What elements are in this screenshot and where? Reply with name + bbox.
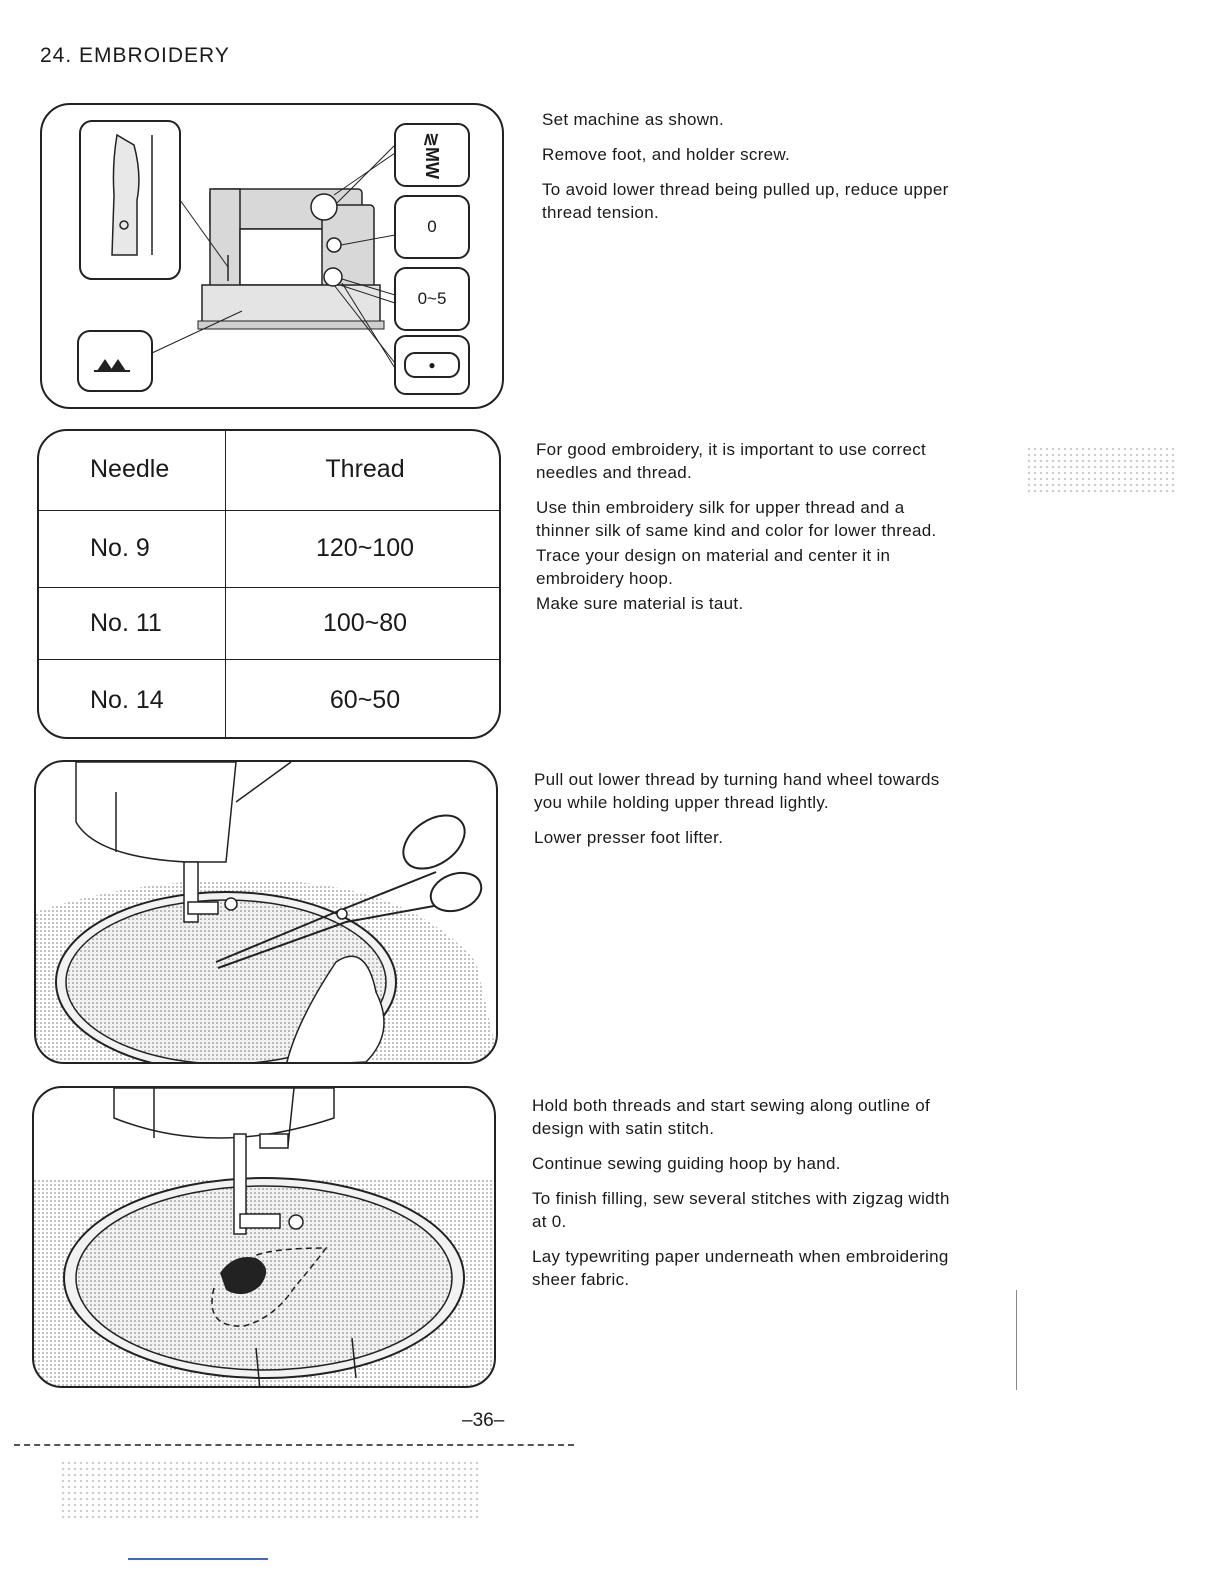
instruction-paragraph: Hold both threads and start sewing along outline of design with satin stitch.	[532, 1096, 931, 1138]
needle-thread-table	[37, 429, 501, 739]
section4-instructions	[532, 1094, 952, 1303]
page-title: 24. EMBROIDERY	[40, 44, 230, 67]
scan-artifact-line	[14, 1444, 574, 1448]
table-row: No. 14 60~50	[38, 660, 502, 739]
instruction-paragraph: To finish filling, sew several stitches with zigzag width at 0.	[532, 1189, 950, 1231]
instruction-paragraph: Make sure material is taut.	[536, 594, 744, 613]
instruction-paragraph: Lay typewriting paper underneath when embroidering sheer fabric.	[532, 1247, 949, 1289]
table-header-needle: Needle	[38, 430, 226, 511]
scan-artifact-line	[1016, 1290, 1017, 1390]
satin-stitch-sewing-illustration	[32, 1086, 496, 1388]
instruction-paragraph: Set machine as shown.	[542, 110, 725, 129]
machine-settings-illustration	[40, 103, 504, 409]
instruction-paragraph: Use thin embroidery silk for upper thread and a thinner silk of same kind and color for lower thread.	[536, 498, 937, 540]
needle-thread-table-panel	[37, 429, 501, 739]
instruction-paragraph: Remove foot, and holder screw.	[542, 145, 791, 164]
scan-speckle	[60, 1460, 480, 1520]
feed-dog-callout	[394, 335, 470, 395]
hoop-sewing-drawing	[34, 1088, 496, 1388]
stitch-selector-callout	[394, 123, 470, 187]
section3-instructions	[534, 768, 954, 861]
hoop-and-scissors-drawing	[36, 762, 498, 1064]
drop-feed-icon: ●	[404, 352, 460, 378]
scan-speckle	[1026, 446, 1176, 496]
page-number: –36–	[462, 1410, 505, 1431]
instruction-paragraph: To avoid lower thread being pulled up, reduce upper thread tension.	[542, 180, 949, 222]
table-header-thread: Thread	[226, 430, 502, 511]
instruction-paragraph: Trace your design on material and center it in embroidery hoop.	[536, 546, 891, 588]
pull-lower-thread-illustration	[34, 760, 498, 1064]
thread-tension-callout: 0~5	[394, 267, 470, 331]
table-row: No. 11 100~80	[38, 587, 502, 660]
instruction-paragraph: Pull out lower thread by turning hand wheel towards you while holding upper thread lightly.	[534, 770, 940, 812]
instruction-paragraph: Continue sewing guiding hoop by hand.	[532, 1154, 841, 1173]
section1-instructions	[542, 108, 962, 236]
zigzag-stitch-icon: ≷MW	[422, 131, 443, 179]
scan-artifact-line	[128, 1558, 268, 1560]
stitch-length-callout: 0	[394, 195, 470, 259]
section2-instructions	[536, 438, 956, 627]
instruction-paragraph: For good embroidery, it is important to use correct needles and thread.	[536, 440, 927, 482]
instruction-paragraph: Lower presser foot lifter.	[534, 828, 724, 847]
table-row: No. 9 120~100	[38, 510, 502, 587]
